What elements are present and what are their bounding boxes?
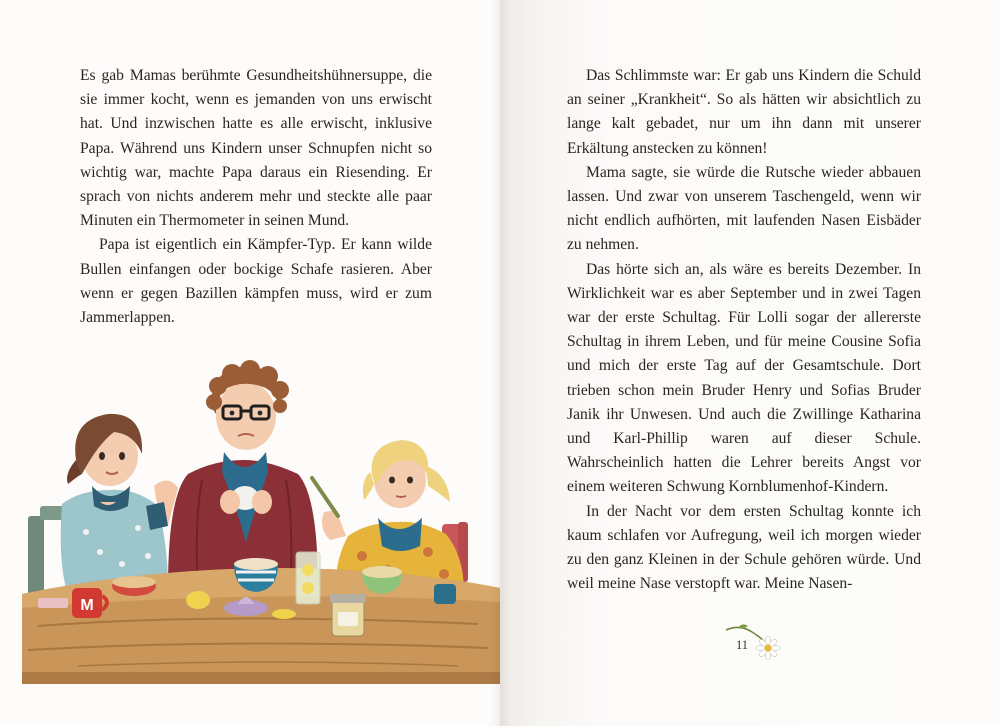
father	[168, 360, 318, 588]
paragraph: Das Schlimmste war: Er gab uns Kindern die Schuld an seiner „Krankheit“. So als hätten wir absichtlich zu lange kalt gebadet, nur um ihn dann mit unserer Erkältung anstecken zu können!	[567, 67, 921, 157]
flower-ornament-icon	[722, 622, 786, 660]
paragraph: Das hörte sich an, als wäre es bereits Dezember. In Wirklichkeit war es aber September und in zwei Tagen war der erste Schultag. Für Lolli sogar der allererste Schultag in ihrem Leben, und für meine Cousine Sofia und mich der erste Tag auf der Gesamtschule. Dort trieben schon mein Bruder Henry und Sofias Bruder Janik ihr Unwesen. Und auch die Zwillinge Katharina und Karl-Phillip waren auf dieser Schule. Wahrscheinlich hatten die Lehrer bereits Angst vor einem weiteren Schwung Kornblumenhof-Kindern.	[567, 260, 921, 496]
paragraph: Papa ist eigentlich ein Kämpfer-Typ. Er kann wilde Bullen einfangen oder bockige Schafe rasieren. Aber wenn er gegen Bazillen kämpfen muss, wird er zum Jammerlappen.	[80, 236, 432, 327]
family-table-illustration	[18, 356, 502, 692]
mug-letter: M	[80, 597, 94, 614]
page-number: 11	[736, 638, 749, 652]
right-page	[500, 0, 1000, 726]
red-mug	[72, 588, 107, 618]
left-page-text	[80, 64, 432, 330]
paragraph: Mama sagte, sie würde die Rutsche wieder abbauen lassen. Und zwar von unserem Taschengeld, wenn wir nicht endlich aufhörten, mit laufenden Nasen Eisbäder zu nehmen.	[567, 163, 921, 254]
paragraph: In der Nacht vor dem ersten Schultag konnte ich kaum schlafen vor Aufregung, weil ich morgen wieder zu den ganz Kleinen in der Schule gehören würde. Und weil meine Nase verstopft war. Meine Nasen-	[567, 502, 921, 593]
right-page-text	[567, 64, 921, 596]
paragraph: Es gab Mamas berühmte Gesundheitshühnersuppe, die sie immer kocht, wenn es jemanden von uns erwischt hat. Und inzwischen hatte es alle erwischt, inklusive Papa. Während uns Kindern unser Schnupfen nicht so wichtig war, machte Papa daraus ein Riesending. Er sprach von nichts anderem mehr und steckte alle paar Minuten ein Thermometer in seinen Mund.	[80, 67, 432, 230]
honey-jar	[330, 594, 366, 636]
lemon-glass	[296, 552, 320, 604]
girl-left	[61, 414, 178, 588]
